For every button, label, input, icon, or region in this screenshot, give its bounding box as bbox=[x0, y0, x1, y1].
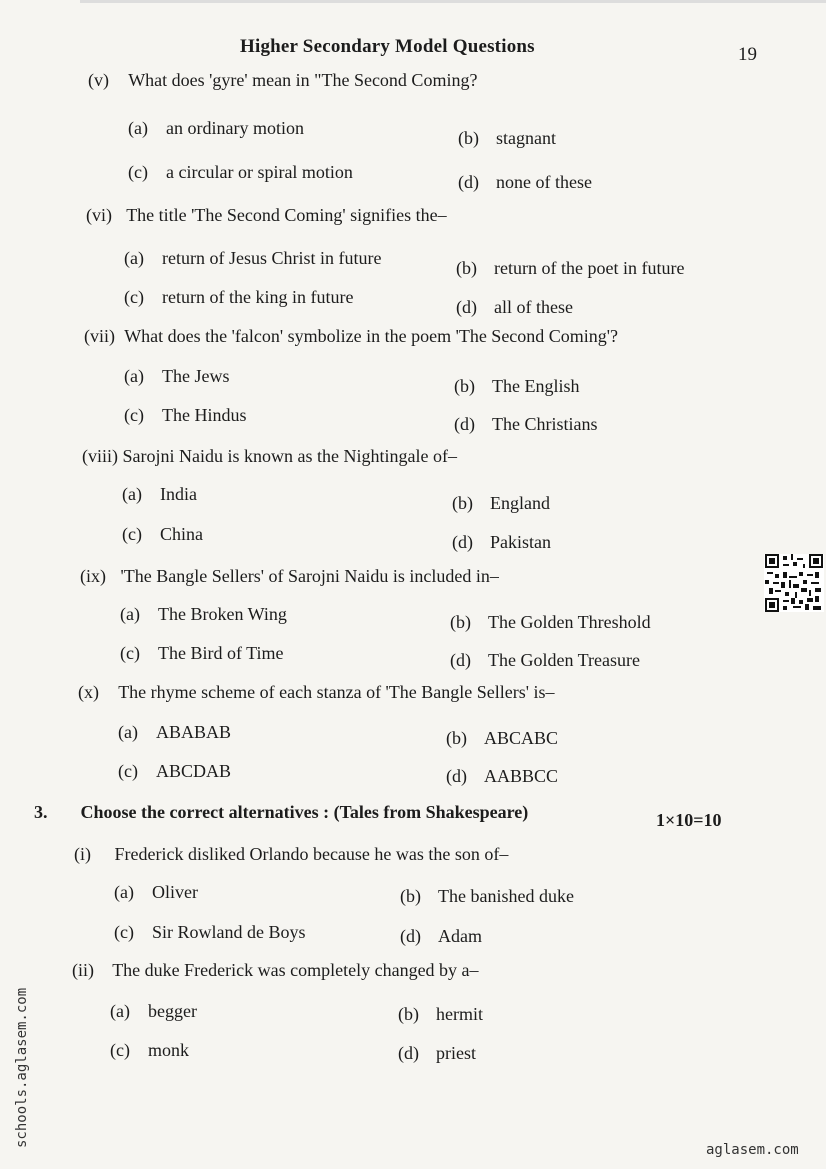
option-text: Pakistan bbox=[490, 532, 551, 552]
question-text: 'The Bangle Sellers' of Sarojni Naidu is included in– bbox=[120, 566, 499, 586]
option-label: (a) bbox=[128, 118, 148, 138]
option bbox=[400, 926, 482, 947]
scan-top-edge bbox=[80, 0, 826, 3]
option bbox=[456, 258, 684, 279]
question bbox=[74, 844, 508, 865]
option-label: (c) bbox=[124, 405, 144, 425]
option-label: (a) bbox=[110, 1001, 130, 1021]
option-text: priest bbox=[436, 1043, 476, 1063]
option bbox=[124, 287, 353, 308]
question-number: (viii) bbox=[82, 446, 118, 466]
option-text: an ordinary motion bbox=[166, 118, 304, 138]
section-title: Choose the correct alternatives : (Tales from Shakespeare) bbox=[80, 802, 529, 822]
option-text: England bbox=[490, 493, 550, 513]
option-text: The Golden Treasure bbox=[488, 650, 640, 670]
option-text: The banished duke bbox=[438, 886, 574, 906]
option bbox=[446, 766, 558, 787]
option-label: (c) bbox=[120, 643, 140, 663]
option-text: The Jews bbox=[162, 366, 230, 386]
bottom-watermark: aglasem.com bbox=[706, 1142, 799, 1158]
option-label: (c) bbox=[122, 524, 142, 544]
question bbox=[78, 682, 555, 703]
option-text: The Broken Wing bbox=[158, 604, 287, 624]
option bbox=[452, 532, 551, 553]
option-label: (d) bbox=[452, 532, 473, 552]
option-label: (c) bbox=[128, 162, 148, 182]
option-text: Sir Rowland de Boys bbox=[152, 922, 306, 942]
option bbox=[122, 484, 197, 505]
option-label: (d) bbox=[398, 1043, 419, 1063]
section-marks: 1×10=10 bbox=[656, 810, 722, 830]
option-text: The Golden Threshold bbox=[488, 612, 651, 632]
option-text: AABBCC bbox=[484, 766, 559, 786]
question-number: (i) bbox=[74, 844, 91, 864]
option-text: Adam bbox=[438, 926, 482, 946]
option bbox=[128, 118, 304, 139]
option bbox=[118, 761, 231, 782]
option-text: stagnant bbox=[496, 128, 556, 148]
option-text: The English bbox=[492, 376, 580, 396]
option bbox=[122, 524, 203, 545]
option-text: none of these bbox=[496, 172, 592, 192]
option bbox=[118, 722, 231, 743]
option bbox=[128, 162, 353, 183]
option-text: China bbox=[160, 524, 203, 544]
option-label: (c) bbox=[110, 1040, 130, 1060]
option-label: (d) bbox=[454, 414, 475, 434]
option-text: monk bbox=[148, 1040, 190, 1060]
question-text: The rhyme scheme of each stanza of 'The Bangle Sellers' is– bbox=[118, 682, 555, 702]
question bbox=[84, 326, 618, 347]
option-label: (b) bbox=[456, 258, 477, 278]
option-label: (a) bbox=[122, 484, 142, 504]
option-label: (a) bbox=[118, 722, 138, 742]
question-number: (vii) bbox=[84, 326, 115, 346]
option bbox=[398, 1043, 476, 1064]
option-label: (b) bbox=[452, 493, 473, 513]
option bbox=[450, 612, 651, 633]
page-number: 19 bbox=[738, 44, 757, 65]
option-text: a circular or spiral motion bbox=[166, 162, 353, 182]
section-heading bbox=[34, 802, 744, 830]
option-label: (a) bbox=[124, 248, 144, 268]
option bbox=[120, 604, 287, 625]
option-text: The Hindus bbox=[162, 405, 247, 425]
option-text: The Christians bbox=[492, 414, 598, 434]
question-text: The duke Frederick was completely changed by a– bbox=[112, 960, 479, 980]
question-text: Frederick disliked Orlando because he was the son of– bbox=[114, 844, 509, 864]
question-number: (x) bbox=[78, 682, 99, 702]
option bbox=[400, 886, 574, 907]
question bbox=[72, 960, 479, 981]
option bbox=[124, 366, 229, 387]
option bbox=[120, 643, 284, 664]
option-label: (d) bbox=[456, 297, 477, 317]
option-label: (c) bbox=[114, 922, 134, 942]
option bbox=[454, 376, 580, 397]
option-label: (b) bbox=[446, 728, 467, 748]
option-label: (b) bbox=[454, 376, 475, 396]
option-label: (b) bbox=[398, 1004, 419, 1024]
option bbox=[398, 1004, 483, 1025]
option-text: Oliver bbox=[152, 882, 198, 902]
option bbox=[114, 882, 198, 903]
option bbox=[446, 728, 558, 749]
option-text: return of the poet in future bbox=[494, 258, 685, 278]
option-text: ABCABC bbox=[484, 728, 559, 748]
side-watermark: schools.aglasem.com bbox=[14, 987, 30, 1148]
option-text: hermit bbox=[436, 1004, 483, 1024]
option bbox=[124, 405, 247, 426]
option-label: (c) bbox=[124, 287, 144, 307]
option-label: (a) bbox=[120, 604, 140, 624]
question bbox=[82, 446, 457, 467]
question bbox=[80, 566, 499, 587]
page-header-title: Higher Secondary Model Questions bbox=[240, 36, 535, 57]
option-label: (d) bbox=[450, 650, 471, 670]
option-text: ABCDAB bbox=[156, 761, 232, 781]
option bbox=[458, 128, 556, 149]
option bbox=[452, 493, 550, 514]
option bbox=[458, 172, 592, 193]
option-label: (a) bbox=[124, 366, 144, 386]
option-label: (b) bbox=[400, 886, 421, 906]
option-text: ABABAB bbox=[156, 722, 232, 742]
question-number: (v) bbox=[88, 70, 109, 90]
option-label: (a) bbox=[114, 882, 134, 902]
question-text: What does the 'falcon' symbolize in the poem 'The Second Coming'? bbox=[124, 326, 619, 346]
option-label: (c) bbox=[118, 761, 138, 781]
question-number: (ix) bbox=[80, 566, 106, 586]
option bbox=[456, 297, 573, 318]
option bbox=[454, 414, 598, 435]
question-text: Sarojni Naidu is known as the Nightingale of– bbox=[122, 446, 457, 466]
option-label: (b) bbox=[450, 612, 471, 632]
question-text: What does 'gyre' mean in "The Second Coming? bbox=[128, 70, 478, 90]
option-text: The Bird of Time bbox=[158, 643, 284, 663]
option-label: (b) bbox=[458, 128, 479, 148]
option-label: (d) bbox=[458, 172, 479, 192]
question bbox=[88, 70, 477, 91]
option bbox=[110, 1001, 197, 1022]
question-number: (vi) bbox=[86, 205, 112, 225]
option-text: begger bbox=[148, 1001, 197, 1021]
option bbox=[450, 650, 640, 671]
option-label: (d) bbox=[400, 926, 421, 946]
option bbox=[110, 1040, 189, 1061]
question bbox=[86, 205, 447, 226]
option-text: return of Jesus Christ in future bbox=[162, 248, 382, 268]
qr-code-icon bbox=[764, 554, 824, 612]
option-text: return of the king in future bbox=[162, 287, 354, 307]
question-number: (ii) bbox=[72, 960, 94, 980]
option-text: India bbox=[160, 484, 197, 504]
option bbox=[114, 922, 306, 943]
section-number: 3. bbox=[34, 802, 48, 822]
option bbox=[124, 248, 381, 269]
question-text: The title 'The Second Coming' signifies the– bbox=[126, 205, 447, 225]
option-text: all of these bbox=[494, 297, 573, 317]
option-label: (d) bbox=[446, 766, 467, 786]
